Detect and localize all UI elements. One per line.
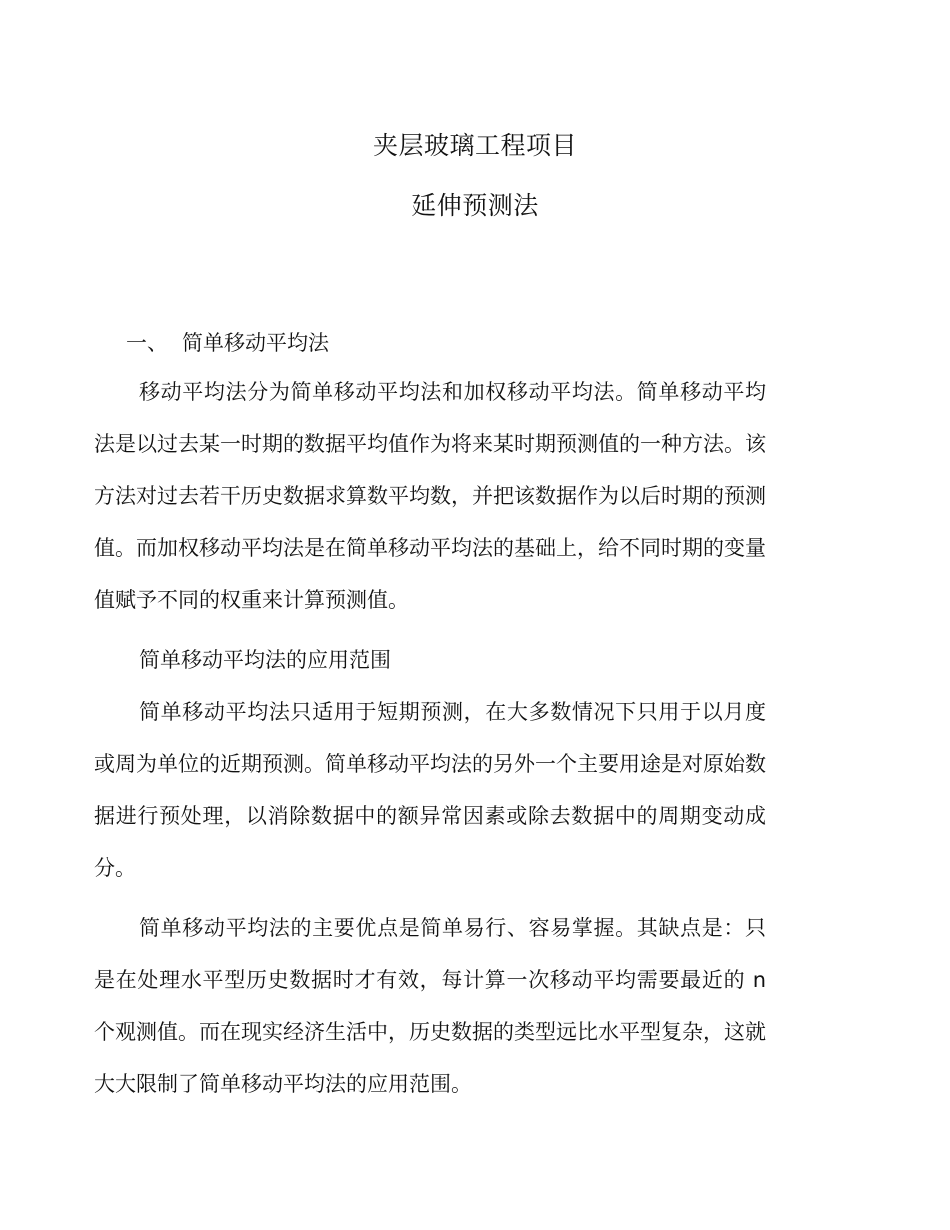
paragraph-subheading: 简单移动平均法的应用范围 [139,648,391,672]
section-heading-text: 简单移动平均法 [182,331,329,355]
paragraph-pros-cons: 简单移动平均法的主要优点是简单易行、容易掌握。其缺点是：只是在处理水平型历史数据时才有效，每计算一次移动平均需要最近的 n 个观测值。而在现实经济生活中，历史数据的类型远比水平型复杂，这就大大限制了简单移动平均法的应用范围。 [94,916,766,1096]
paragraph-intro: 移动平均法分为简单移动平均法和加权移动平均法。简单移动平均法是以过去某一时期的数据平均值作为将来某时期预测值的一种方法。该方法对过去若干历史数据求算数平均数，并把该数据作为以后时期的预测值。而加权移动平均法是在简单移动平均法的基础上，给不同时期的变量值赋予不同的权重来计算预测值。 [94,380,766,612]
document-title: 夹层玻璃工程项目 [372,131,577,160]
section-heading [126,329,329,357]
section-number: 一、 [126,331,168,355]
paragraph-application: 简单移动平均法只适用于短期预测，在大多数情况下只用于以月度或周为单位的近期预测。简单移动平均法的另外一个主要用途是对原始数据进行预处理，以消除数据中的额异常因素或除去数据中的周期变动成分。 [94,700,766,880]
document-subtitle: 延伸预测法 [411,191,539,220]
